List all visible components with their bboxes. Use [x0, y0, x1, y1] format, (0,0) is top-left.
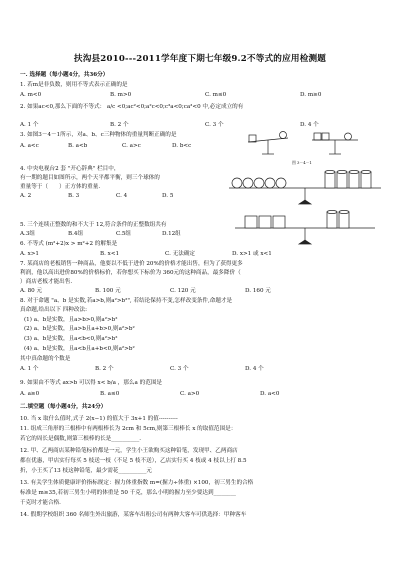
question-11-line-1: 11. 组成三角形的三根棒中有两根棒长为 2cm 和 5cm,则第三根棒长 x 的取值范围是： — [20, 426, 237, 432]
page-title: 扶沟县2010---2011学年度下期七年级9.2不等式的应用检测题 — [73, 54, 327, 64]
q8-item-1: (1) a、b是实数，且a>b>0,则a²>b² — [24, 317, 118, 323]
question-8-line-3: 其中真命题的个数是 — [20, 356, 71, 362]
q8-option-d: D. 4 个 — [245, 366, 264, 372]
q7-option-b: B. 100 元 — [95, 288, 121, 294]
q4-option-b: B. 3 — [68, 193, 80, 199]
q5-option-d: D.12组 — [162, 231, 181, 237]
q2-option-b: B. 2 个 — [110, 122, 129, 128]
q5-option-c: C.5组 — [116, 231, 132, 237]
q8-option-c: C. 3 个 — [170, 366, 189, 372]
q8-option-b: B. 2 个 — [95, 366, 114, 372]
q3-option-b: B. a<b — [68, 143, 88, 149]
q9-option-b: B. a≤0 — [100, 391, 120, 397]
section-fill-heading: 二.填空题（每小题4分，共24分） — [20, 404, 107, 410]
question-7-line-1: 7. 某商店的老板销售一种商品，他要以不低于进价 20%的价格才能出售，但为了获得更多 — [20, 261, 243, 267]
q6-option-a: A. x>1 — [20, 251, 39, 257]
q4-option-c: C. 4 — [116, 193, 128, 199]
q1-option-a: A. m<0 — [20, 92, 42, 98]
q6-option-d: D. x>1 或 x<1 — [232, 251, 272, 257]
q8-item-2: (2) a、b是实数，且a>b且a+b>0,则a²>b² — [24, 326, 135, 332]
balance-figure-2 — [225, 166, 390, 246]
question-11-line-2: 若它的周长是偶数,则第三根棒的长是__________. — [20, 436, 142, 442]
q5-option-a: A.3组 — [20, 231, 35, 237]
question-7-line-3: ）商店老板才能出售. — [20, 279, 73, 285]
q8-item-4: (4) a、b是实数，且a<b且a+b<0,则a²>b² — [24, 346, 135, 352]
q2-option-d: D. 4 个 — [300, 122, 319, 128]
q3-option-d: D. b<c — [172, 143, 192, 149]
section-choice-heading: 一. 选择题（每小题4分，共36分） — [20, 72, 109, 78]
q4-option-a: A. 2 — [20, 193, 32, 199]
q3-option-c: C. a>c — [122, 143, 141, 149]
question-13-line-3: 千克时才能合格. — [20, 500, 61, 506]
question-13-line-2: 标准是 m≥35,若初三男生小明的体重是 50 千克，那么小明的握力至少要达到________ — [20, 490, 236, 496]
q2-option-c: C. 3 个 — [205, 122, 224, 128]
q5-option-b: B.4组 — [68, 231, 84, 237]
balance-figure-1 — [240, 128, 370, 164]
q1-option-c: C. m≤0 — [205, 92, 227, 98]
question-12-line-1: 12. 甲、乙两商店某种铅笔标价都是一元，学生小王欲购买这种铅笔，发现甲、乙两商店 — [20, 448, 238, 454]
question-4-line-2: 有一期的题目如图所示，两个天平都平衡，则三个球体的 — [20, 175, 160, 181]
question-6: 6. 不等式 (m²+2)x > m²+2 的解集是 — [20, 241, 118, 247]
q6-option-b: B. x<1 — [100, 251, 120, 257]
question-13-line-1: 13. 有关学生体质健康评价指标规定：握力体重指数 m=(握力÷体重) ×100，初三男生的合格 — [20, 480, 254, 486]
question-12-line-3: 折，小王买了13 枝这种铅笔，最少需花__________元 — [20, 468, 152, 474]
question-2: 2. 如果ac<0,那么下面的不等式： a/c <0;ac²<0;a²c<0;c³a<0;ca³<0 中,必定成立的有 — [20, 104, 244, 110]
q1-option-d: D. m≥0 — [300, 92, 322, 98]
q9-option-c: C. a>0 — [180, 391, 200, 397]
question-10: 10. 当 x 取什么值时,式子 2(x−1) 的值大于 3x+1 的值---------- — [20, 416, 178, 422]
q1-option-b: B. m>0 — [110, 92, 132, 98]
question-4-line-3: 重量等于（ ）正方体的重量. — [20, 184, 101, 190]
q9-option-a: A. a≥0 — [20, 391, 40, 397]
figure-caption: 图 3－4－1 — [292, 160, 312, 165]
question-8-line-1: 8. 对于命题 "a、b 是实数,若a>b,则a²>b²", 若结论保持不变,怎样改变条件,命题才是 — [20, 298, 233, 304]
q8-option-a: A. 1 个 — [20, 366, 39, 372]
question-8-line-2: 真命题,给出以下 四种改法: — [20, 307, 87, 313]
question-5: 5. 三个连续正整数的和不大于 12,符合条件的正整数组共有 — [20, 222, 167, 228]
q7-option-c: C. 120 元 — [170, 288, 196, 294]
q3-option-a: A. a<c — [20, 143, 39, 149]
q2-option-a: A. 1 个 — [20, 122, 39, 128]
question-14: 14. 假期学校组织 360 名师生外出旅游，某客车出租公司有两种大客车可供选择：甲种客车 — [20, 512, 247, 518]
question-12-line-2: 都在优惠，甲店实行每买 5 枝送一枝（不足 5 枝不送），乙店实行买 4 枝或 4 枝以上打 8.5 — [20, 458, 247, 464]
q4-option-d: D. 5 — [162, 193, 174, 199]
question-7-line-2: 利润，他以高出进价80%的价格标价，若你想买下标价为 360元的这种商品，最多降价（ — [20, 270, 241, 276]
q7-option-a: A. 80 元 — [20, 288, 43, 294]
q9-option-d: D. a<0 — [260, 391, 280, 397]
question-4-line-1: 4. 中央电视台2 套 "开心辞典" 栏目中， — [20, 166, 120, 172]
q7-option-d: D. 160 元 — [245, 288, 271, 294]
q8-item-3: (3) a、b是实数，且a<b<0,则a²>b² — [24, 336, 118, 342]
question-9: 9. 如果由不等式 ax>b 可以得 x< b/a ，那么a 的范围是 — [20, 380, 163, 386]
question-3: 3. 如图3－4－1所示，对a、b、c三种物体的重量判断正确的是 — [20, 132, 177, 138]
q6-option-c: C. 无法确定 — [165, 251, 196, 257]
question-1: 1. 若m是非负数，则用不等式表示正确的是 — [20, 82, 128, 88]
